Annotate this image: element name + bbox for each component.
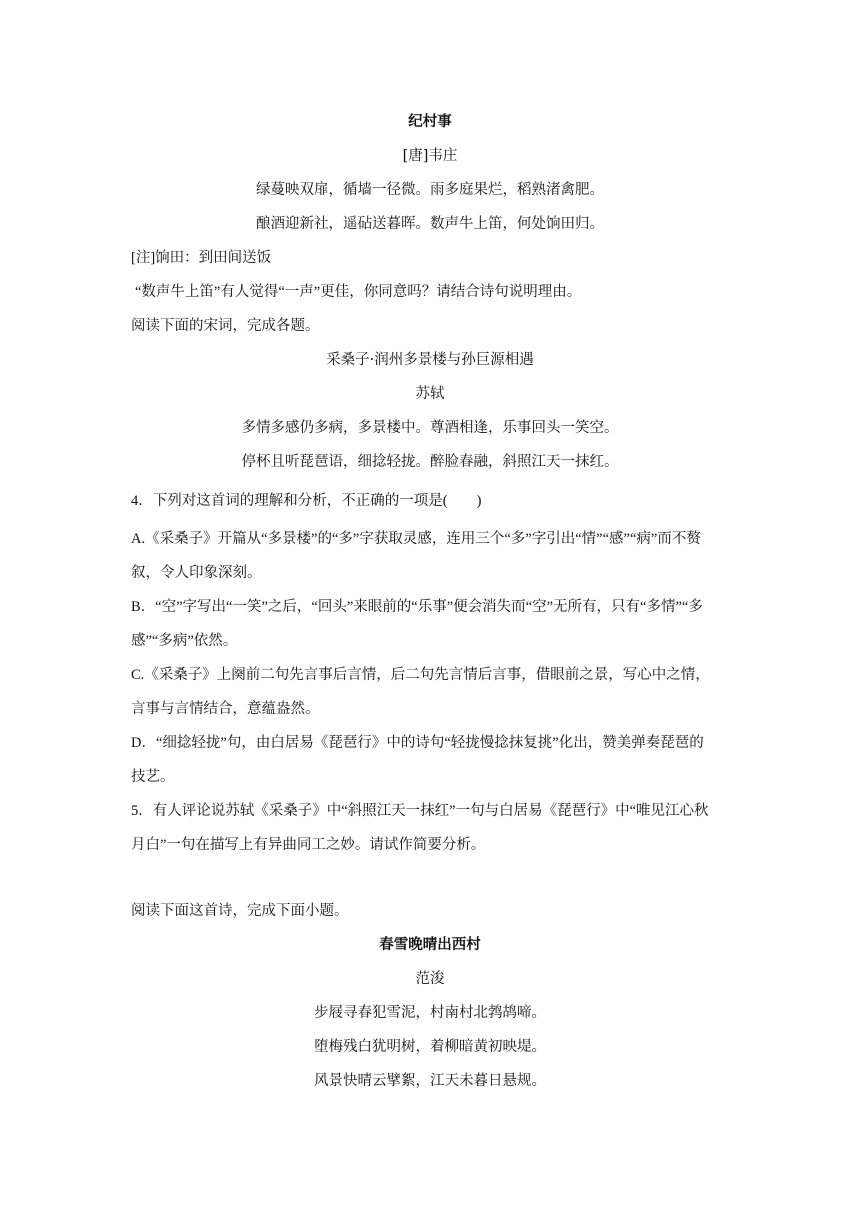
option-c-line-2: 言事与言情结合，意蕴盎然。	[131, 701, 320, 717]
section2-intro: 阅读下面的宋词，完成各题。	[131, 318, 320, 334]
section3-line-2: 堕梅残白犹明树，着柳暗黄初映堤。	[314, 1039, 546, 1055]
option-d-line-1: D．“细捻轻拢”句，由白居易《琵琶行》中的诗句“轻拢慢捻抹复挑”化出，赞美弹奏琵琶的	[131, 735, 704, 751]
section2-line-2: 停杯且听琵琶语，细捻轻拢。醉脸春融，斜照江天一抹红。	[241, 454, 619, 470]
question-5-line-2: 月白”一句在描写上有异曲同工之妙。请试作简要分析。	[131, 837, 486, 853]
section2-title: 采桑子·润州多景楼与孙巨源相遇	[326, 352, 534, 368]
poem1-title: 纪村事	[408, 114, 452, 130]
question-4: 4．下列对这首词的理解和分析，不正确的一项是( )	[131, 493, 482, 509]
poem1-line-1: 绿蔓映双扉，循墙一径微。雨多庭果烂，稻熟渚禽肥。	[256, 182, 604, 198]
option-b-line-2: 感”“多病”依然。	[131, 633, 238, 649]
poem1-question: “数声牛上笛”有人觉得“一声”更佳，你同意吗？请结合诗句说明理由。	[135, 284, 582, 300]
question-5-line-1: 5．有人评论说苏轼《采桑子》中“斜照江天一抹红”一句与白居易《琵琶行》中“唯见江心秋	[131, 803, 709, 819]
option-a-line-1: A.《采桑子》开篇从“多景楼”的“多”字获取灵感，连用三个“多”字引出“情”“感”“病”而不赘	[131, 531, 701, 547]
section2-author: 苏轼	[415, 386, 445, 402]
poem1-note: [注]饷田：到田间送饭	[131, 250, 272, 266]
poem1-line-2: 酿酒迎新社，遥砧送暮晖。数声牛上笛，何处饷田归。	[256, 216, 604, 232]
option-c-line-1: C.《采桑子》上阕前二句先言事后言情，后二句先言情后言事，借眼前之景，写心中之情，	[131, 667, 710, 683]
option-b-line-1: B．“空”字写出“一笑”之后，“回头”来眼前的“乐事”便会消失而“空”无所有，只有“多情”“多	[131, 599, 703, 615]
poem1-author: [唐]韦庄	[402, 148, 458, 164]
section3-intro: 阅读下面这首诗，完成下面小题。	[131, 903, 349, 919]
section3-author: 范浚	[415, 971, 445, 987]
section3-title: 春雪晚晴出西村	[379, 937, 481, 953]
section3-line-3: 风景快晴云擘絮，江天未暮日悬规。	[314, 1073, 546, 1089]
section3-line-1: 步屐寻春犯雪泥，村南村北鹁鸪啼。	[314, 1005, 546, 1021]
option-d-line-2: 技艺。	[131, 769, 175, 785]
option-a-line-2: 叙，令人印象深刻。	[131, 565, 262, 581]
section2-line-1: 多情多感仍多病，多景楼中。尊酒相逢，乐事回头一笑空。	[241, 420, 619, 436]
